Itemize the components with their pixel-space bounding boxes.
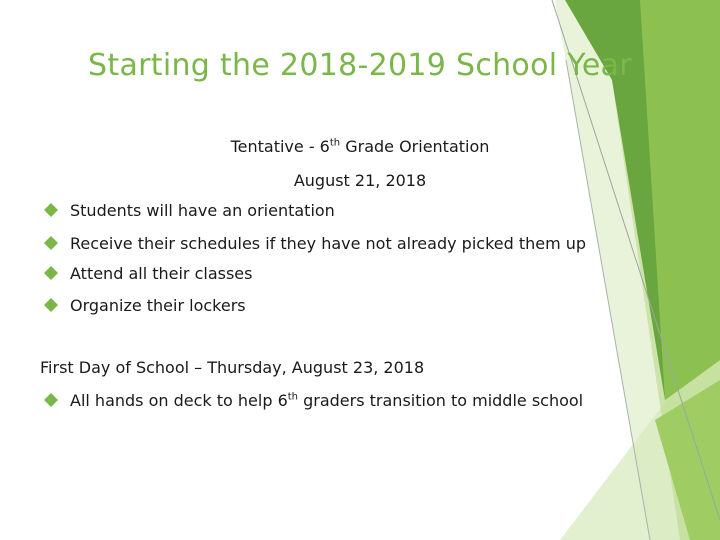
orientation-date: August 21, 2018 (293, 171, 427, 190)
diamond-icon (44, 298, 58, 312)
bullet-item (44, 388, 583, 412)
diamond-icon (44, 266, 58, 280)
bullet-text (70, 391, 583, 410)
bullet-text: Receive their schedules if they have not already picked them up (70, 233, 587, 253)
subtitle-text-rest: Grade Orientation (340, 137, 490, 156)
bullet-text-end: graders transition to middle school (298, 390, 584, 410)
bullet-text-start: All hands on deck to help 6 (70, 390, 288, 410)
diamond-icon (44, 203, 58, 217)
bullet-text: Students will have an orientation (70, 200, 335, 220)
subtitle-text: Tentative - 6 (230, 137, 330, 156)
bullet-item (44, 261, 252, 285)
diamond-icon (44, 393, 58, 407)
subtitle-ordinal-suffix: th (329, 137, 341, 149)
bullet-item (44, 198, 335, 222)
diamond-icon (44, 236, 58, 250)
bullet-text: Organize their lockers (70, 295, 246, 315)
orientation-subtitle (0, 137, 720, 156)
bullet-text: Attend all their classes (70, 263, 253, 283)
ordinal-suffix: th (287, 391, 299, 403)
first-day-heading: First Day of School – Thursday, August 23, 2018 (40, 358, 425, 377)
slide-title: Starting the 2018-2019 School Year (88, 48, 632, 83)
bullet-item (44, 293, 246, 317)
bullet-item (44, 231, 586, 255)
